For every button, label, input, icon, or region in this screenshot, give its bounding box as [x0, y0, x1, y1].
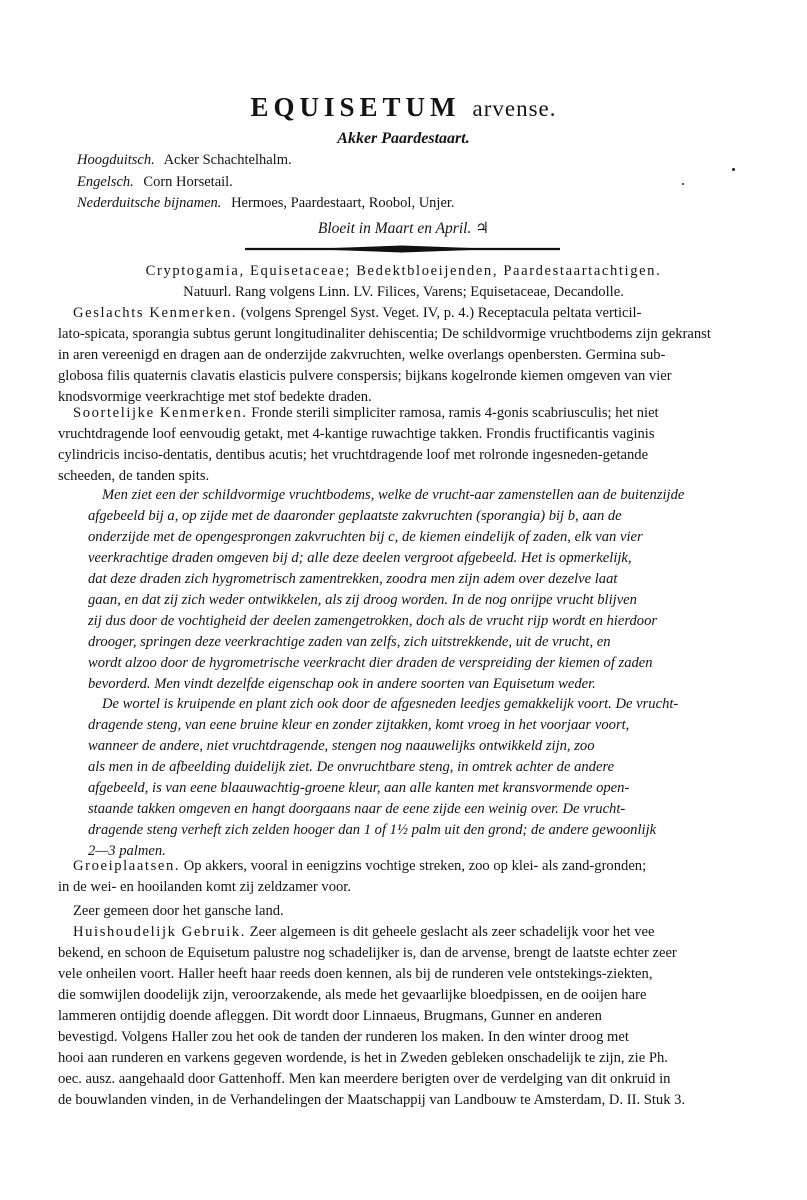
title-species: arvense.: [472, 96, 557, 121]
text-line: vruchtdragende loof eenvoudig getakt, met 4-kantige ruwachtige takken. Frondis fructificantis vaginis: [58, 426, 655, 442]
text-line: lammeren ontijdig doende afleggen. Dit wordt door Linnaeus, Brugmans, Gunner en anderen: [58, 1008, 602, 1024]
section-heading: Geslachts Kenmerken.: [73, 305, 238, 321]
italic-line: dragende steng verheft zich zelden hooger dan 1 of 1½ palm uit den grond; de andere gewoonlijk: [88, 822, 657, 838]
text-line: bevestigd. Volgens Haller zou het ook de tanden der runderen los maken. In den winter droog met: [58, 1029, 629, 1045]
text-line: in aren vereenigd en dragen aan de onderzijde zakvruchten, welke overlangs openbersten. Germina sub-: [58, 347, 666, 363]
italic-line: Men ziet een der schildvormige vruchtbodems, welke de vrucht-aar zamenstellen aan de buitenzijde: [102, 487, 685, 503]
section-heading: Groeiplaatsen.: [73, 858, 181, 874]
name-value: Corn Horsetail.: [143, 174, 233, 190]
text-line: Op akkers, vooral in eenigzins vochtige streken, zoo op klei- als zand-gronden;: [183, 858, 647, 874]
name-value: Hermoes, Paardestaart, Roobol, Unjer.: [231, 195, 455, 211]
text-line: Fronde sterili simpliciter ramosa, ramis 4-gonis scabriusculis; het niet: [251, 405, 659, 421]
name-value: Acker Schachtelhalm.: [163, 152, 292, 168]
name-label: Nederduitsche bijnamen.: [77, 195, 222, 211]
text-line: vele onheilen voort. Haller heeft haar reeds doen kennen, als bij de runderen vele ontstekings-ziekten,: [58, 966, 653, 982]
text-line: lato-spicata, sporangia subtus gerunt longitudinaliter dehiscentia; De schildvormige vruchtbodems zijn gekranst: [58, 326, 711, 342]
groeiplaatsen-first-line: [73, 856, 646, 876]
italic-line: wordt alzoo door de hygrometrische veerkracht dier draden de verspreiding der kiemen of zaden: [88, 655, 653, 671]
italic-line: onderzijde met de opengesprongen zakvruchten bij c, de kiemen eindelijk of zaden, elk van vier: [88, 529, 643, 545]
italic-line: staande takken omgeven en hangt doorgaans naar de eene zijde een weinig over. De vrucht-: [88, 801, 626, 817]
text-line: globosa filis quaternis clavatis elasticis pulvere conspersis; bijkans kogelronde kiemen omgeven van vier: [58, 368, 672, 384]
name-label: Engelsch.: [77, 174, 134, 190]
ornamental-rule: [245, 244, 560, 254]
geslachts-first-line: [73, 303, 641, 323]
italic-line: dat deze draden zich hygrometrisch zamentrekken, zoodra men zijn adem over dezelve laat: [88, 571, 618, 587]
text-line: hooi aan runderen en varkens gegeven wordende, is het in Zweden gebleken onschadelijk te zijn, zie Ph.: [58, 1050, 668, 1066]
text-line: Zeer algemeen is dit geheele geslacht als zeer schadelijk voor het vee: [249, 924, 655, 940]
italic-line: afgebeeld bij a, op zijde met de daaronder geplaatste zakvruchten (sporangia) bij b, aan de: [88, 508, 622, 524]
ink-speck: [732, 168, 735, 171]
italic-line: als men in de afbeelding duidelijk ziet. De onvruchtbare steng, in omtrek achter de andere: [88, 759, 615, 775]
italic-line: De wortel is kruipende en plant zich ook door de afgesneden leedjes gemakkelijk voort. De vrucht-: [102, 696, 679, 712]
subtitle: Akker Paardestaart.: [337, 130, 470, 147]
title-genus: EQUISETUM: [250, 92, 461, 122]
text-line: scheeden, de tanden spits.: [58, 468, 210, 484]
italic-line: 2—3 palmen.: [88, 843, 166, 859]
text-line: die somwijlen doodelijk zijn, veroorzakende, als mede het gevaarlijke bloedpissen, en de ooijen hare: [58, 987, 647, 1003]
page-title: [0, 92, 807, 123]
name-row-nederduitsch: [77, 195, 455, 212]
classification-line: Cryptogamia, Equisetaceae; Bedektbloeijenden, Paardestaartachtigen.: [145, 263, 662, 279]
text-line: (volgens Sprengel Syst. Veget. IV, p. 4.) Receptacula peltata verticil-: [240, 305, 642, 321]
italic-line: drooger, springen deze veerkrachtige zaden van zelfs, zich uitstrekkende, uit de vrucht, en: [88, 634, 611, 650]
ink-speck: [682, 183, 684, 185]
name-row-engelsch: [77, 174, 233, 191]
text-line: cylindricis inciso-dentatis, dentibus acutis; het vruchtdragende loof met rolronde ingesneden-getande: [58, 447, 649, 463]
section-heading: Huishoudelijk Gebruik.: [73, 924, 247, 940]
classification-line: Natuurl. Rang volgens Linn. LV. Filices, Varens; Equisetaceae, Decandolle.: [183, 284, 624, 300]
italic-line: wanneer de andere, niet vruchtdragende, stengen nog naauwelijks ontwikkeld zijn, zoo: [88, 738, 595, 754]
text-line: knodsvormige veerkrachtige met stof bedekte draden.: [58, 389, 372, 405]
flowering-line: Bloeit in Maart en April. ♃: [317, 220, 490, 237]
text-line: in de wei- en hooilanden komt zij zeldzamer voor.: [58, 879, 351, 895]
section-heading: Soortelijke Kenmerken.: [73, 405, 248, 421]
huishoudelijk-first-line: [73, 922, 654, 942]
italic-line: gaan, en dat zij zich weder ontwikkelen, als zij droog worden. In de nog onrijpe vrucht blijven: [88, 592, 637, 608]
name-row-hoogduitsch: [77, 152, 292, 169]
text-line: oec. ausz. aangehaald door Gattenhoff. Men kan meerdere berigten over de verdelging van dit onkruid in: [58, 1071, 671, 1087]
text-line: bekend, en schoon de Equisetum palustre nog schadelijker is, dan de arvense, brengt de laatste echter zeer: [58, 945, 677, 961]
text-line: Zeer gemeen door het gansche land.: [73, 903, 284, 919]
soortelijke-first-line: [73, 403, 659, 423]
italic-line: zij dus door de vochtigheid der deelen zamengetrokken, doch als de vrucht rijp wordt en hierdoor: [88, 613, 658, 629]
italic-line: dragende steng, van eene bruine kleur en zonder zijtakken, komt vroeg in het voorjaar voort,: [88, 717, 630, 733]
italic-line: bevorderd. Men vindt dezelfde eigenschap ook in andere soorten van Equisetum weder.: [88, 676, 596, 692]
name-label: Hoogduitsch.: [77, 152, 155, 168]
text-line: de bouwlanden vinden, in de Verhandelingen der Maatschappij van Landbouw te Amsterdam, D. II. Stuk 3.: [58, 1092, 686, 1108]
italic-line: afgebeeld, is van eene blaauwachtig-groene kleur, aan alle kanten met kransvormende open-: [88, 780, 630, 796]
italic-line: veerkrachtige draden omgeven bij d; alle deze deelen vergroot afgebeeld. Het is opmerkelijk,: [88, 550, 632, 566]
